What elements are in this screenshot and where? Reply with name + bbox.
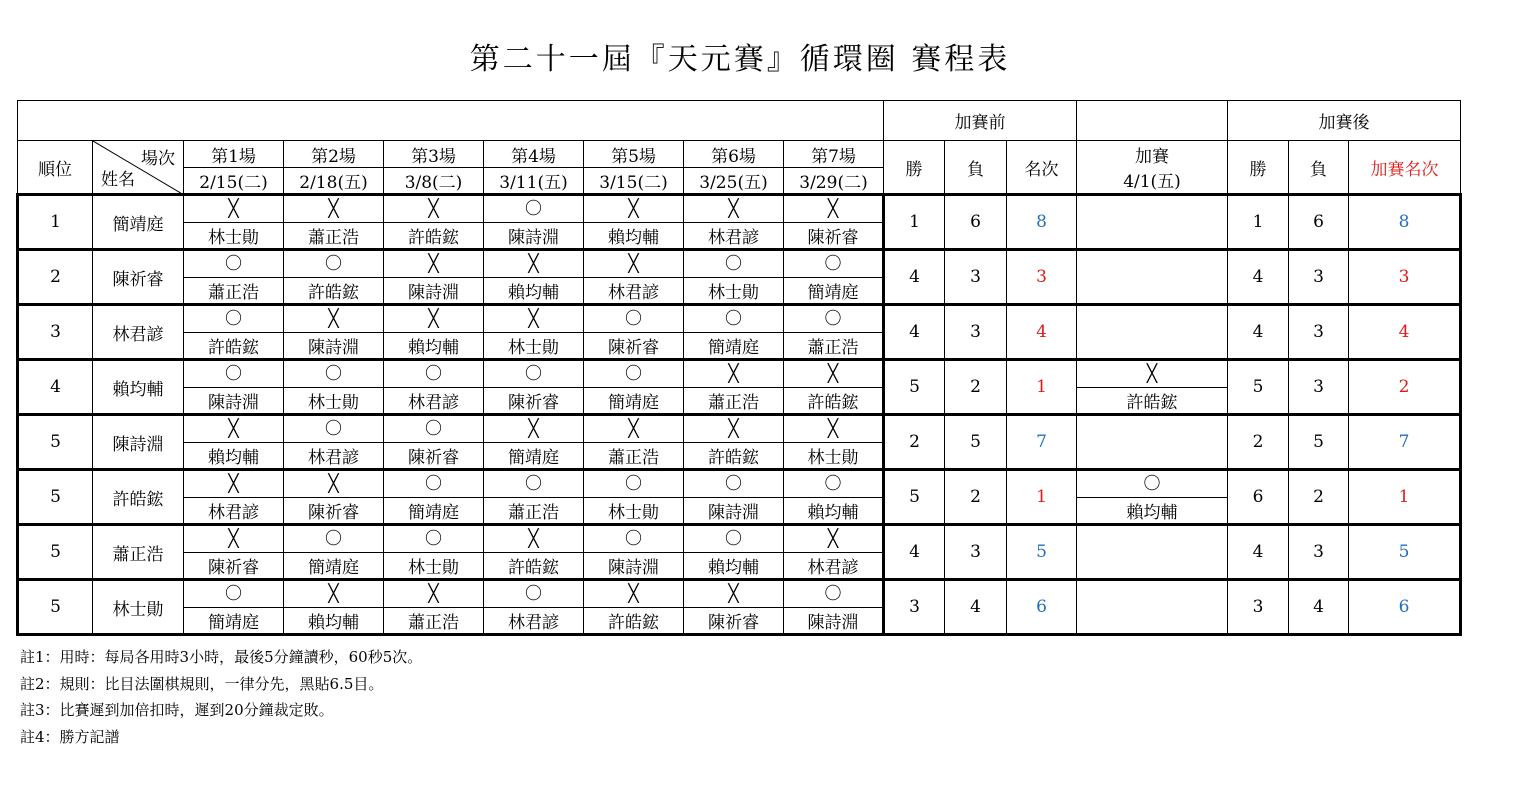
game-result-symbol: 〇 [384, 415, 484, 443]
game-result-symbol: ╳ [784, 415, 884, 443]
game-result-symbol: ╳ [784, 360, 884, 388]
player-row [18, 305, 1461, 333]
game-opponent: 陳祈睿 [784, 223, 884, 250]
game-opponent: 賴均輔 [684, 553, 784, 580]
game-result-symbol: ╳ [584, 195, 684, 223]
game-result-symbol: 〇 [784, 305, 884, 333]
losses2-cell: 5 [1289, 415, 1349, 470]
player-row [18, 250, 1461, 278]
wins2-cell: 6 [1228, 470, 1289, 525]
game-result-symbol: ╳ [584, 415, 684, 443]
note-line: 註4：勝方記譜 [20, 727, 120, 746]
game-opponent: 賴均輔 [784, 498, 884, 525]
place-cell: 3 [1007, 250, 1077, 305]
game-result-symbol: ╳ [684, 360, 784, 388]
header-row-top [18, 101, 1461, 141]
player-name: 林士勛 [93, 580, 184, 635]
losses2-header: 負 [1289, 141, 1349, 195]
losses-header: 負 [945, 141, 1007, 195]
place-cell: 7 [1007, 415, 1077, 470]
round-header-3: 第3場 [384, 141, 484, 168]
playoff-place-cell: 3 [1349, 250, 1461, 305]
playoff-empty [1077, 580, 1228, 635]
player-row [18, 195, 1461, 223]
round-date-6: 3/25(五) [684, 168, 784, 195]
game-opponent: 賴均輔 [384, 333, 484, 360]
game-opponent: 簡靖庭 [784, 278, 884, 305]
game-result-symbol: 〇 [184, 360, 284, 388]
player-name: 簡靖庭 [93, 195, 184, 250]
note-line: 註2：規則：比目法圍棋規則，一律分先，黑貼6.5目。 [20, 674, 384, 693]
place-cell: 1 [1007, 360, 1077, 415]
playoff-empty [1077, 250, 1228, 305]
round-date-7: 3/29(二) [784, 168, 884, 195]
losses-cell: 3 [945, 250, 1007, 305]
game-result-symbol: 〇 [284, 525, 384, 553]
game-result-symbol: ╳ [584, 250, 684, 278]
losses-cell: 6 [945, 195, 1007, 250]
rank-cell: 3 [18, 305, 93, 360]
game-opponent: 林士勛 [484, 333, 584, 360]
game-opponent: 簡靖庭 [684, 333, 784, 360]
game-result-symbol: 〇 [784, 580, 884, 608]
game-result-symbol: ╳ [584, 580, 684, 608]
losses-cell: 5 [945, 415, 1007, 470]
rank-cell: 1 [18, 195, 93, 250]
game-result-symbol: 〇 [784, 470, 884, 498]
player-row [18, 470, 1461, 498]
game-opponent: 簡靖庭 [184, 608, 284, 635]
game-result-symbol: 〇 [484, 195, 584, 223]
playoff-empty [1077, 525, 1228, 580]
game-result-symbol: 〇 [184, 580, 284, 608]
losses2-cell: 3 [1289, 250, 1349, 305]
game-result-symbol: ╳ [284, 470, 384, 498]
game-opponent: 陳詩淵 [184, 388, 284, 415]
game-opponent: 簡靖庭 [384, 498, 484, 525]
wins-cell: 2 [884, 415, 945, 470]
notes [20, 644, 422, 750]
losses2-cell: 3 [1289, 360, 1349, 415]
playoff-date: 4/1(五) [1123, 172, 1181, 192]
game-opponent: 賴均輔 [184, 443, 284, 470]
game-opponent: 賴均輔 [584, 223, 684, 250]
place-cell: 6 [1007, 580, 1077, 635]
game-opponent: 林士勛 [784, 443, 884, 470]
rank-column-header: 順位 [18, 141, 93, 195]
game-result-symbol: ╳ [284, 195, 384, 223]
game-opponent: 許皓鋐 [684, 443, 784, 470]
losses-cell: 3 [945, 305, 1007, 360]
game-result-symbol: 〇 [484, 360, 584, 388]
playoff-opponent: 賴均輔 [1077, 498, 1228, 525]
round-header-2: 第2場 [284, 141, 384, 168]
game-result-symbol: 〇 [284, 250, 384, 278]
game-opponent: 蕭正浩 [684, 388, 784, 415]
game-opponent: 簡靖庭 [284, 553, 384, 580]
game-opponent: 林君諺 [284, 443, 384, 470]
place-cell: 5 [1007, 525, 1077, 580]
game-opponent: 林君諺 [684, 223, 784, 250]
game-opponent: 林士勛 [684, 278, 784, 305]
game-result-symbol: 〇 [684, 250, 784, 278]
game-opponent: 陳詩淵 [684, 498, 784, 525]
wins2-cell: 3 [1228, 580, 1289, 635]
losses-cell: 4 [945, 580, 1007, 635]
playoff-place-cell: 2 [1349, 360, 1461, 415]
playoff-place-cell: 7 [1349, 415, 1461, 470]
game-opponent: 林君諺 [784, 553, 884, 580]
game-result-symbol: 〇 [584, 360, 684, 388]
game-result-symbol: ╳ [484, 415, 584, 443]
wins-cell: 4 [884, 525, 945, 580]
game-result-symbol: ╳ [384, 250, 484, 278]
playoff-place-header: 加賽名次 [1349, 141, 1461, 195]
wins-cell: 3 [884, 580, 945, 635]
game-opponent: 陳祈睿 [684, 608, 784, 635]
game-opponent: 蕭正浩 [384, 608, 484, 635]
round-header-1: 第1場 [184, 141, 284, 168]
round-date-3: 3/8(二) [384, 168, 484, 195]
playoff-result-symbol: ╳ [1077, 360, 1228, 388]
playoff-result-symbol: 〇 [1077, 470, 1228, 498]
game-result-symbol: ╳ [184, 195, 284, 223]
game-result-symbol: ╳ [484, 305, 584, 333]
losses2-cell: 4 [1289, 580, 1349, 635]
game-result-symbol: 〇 [584, 470, 684, 498]
playoff-empty [1077, 305, 1228, 360]
round-name-corner-header [93, 141, 184, 195]
game-opponent: 賴均輔 [484, 278, 584, 305]
losses2-cell: 3 [1289, 525, 1349, 580]
player-name: 陳祈睿 [93, 250, 184, 305]
game-opponent: 陳祈睿 [584, 333, 684, 360]
game-opponent: 蕭正浩 [484, 498, 584, 525]
game-opponent: 陳詩淵 [484, 223, 584, 250]
player-name: 蕭正浩 [93, 525, 184, 580]
player-name: 林君諺 [93, 305, 184, 360]
game-opponent: 陳詩淵 [784, 608, 884, 635]
round-date-2: 2/18(五) [284, 168, 384, 195]
game-result-symbol: ╳ [484, 250, 584, 278]
rank-cell: 5 [18, 415, 93, 470]
game-opponent: 許皓鋐 [384, 223, 484, 250]
game-result-symbol: ╳ [484, 525, 584, 553]
losses2-cell: 3 [1289, 305, 1349, 360]
losses-cell: 2 [945, 470, 1007, 525]
game-result-symbol: ╳ [384, 580, 484, 608]
game-result-symbol: 〇 [584, 525, 684, 553]
playoff-opponent: 許皓鋐 [1077, 388, 1228, 415]
playoff-label: 加賽 [1135, 147, 1169, 167]
round-label: 場次 [141, 149, 175, 169]
round-header-4: 第4場 [484, 141, 584, 168]
game-result-symbol: ╳ [184, 470, 284, 498]
game-opponent: 林君諺 [184, 498, 284, 525]
game-result-symbol: ╳ [184, 415, 284, 443]
game-result-symbol: ╳ [684, 415, 784, 443]
game-result-symbol: 〇 [384, 525, 484, 553]
game-opponent: 林士勛 [184, 223, 284, 250]
rank-cell: 5 [18, 580, 93, 635]
player-row [18, 415, 1461, 443]
wins2-cell: 5 [1228, 360, 1289, 415]
game-opponent: 蕭正浩 [784, 333, 884, 360]
game-result-symbol: 〇 [484, 470, 584, 498]
place-cell: 1 [1007, 470, 1077, 525]
after-playoff-header: 加賽後 [1228, 101, 1461, 141]
game-result-symbol: 〇 [384, 470, 484, 498]
round-header-5: 第5場 [584, 141, 684, 168]
rank-cell: 2 [18, 250, 93, 305]
game-opponent: 許皓鋐 [784, 388, 884, 415]
place-cell: 4 [1007, 305, 1077, 360]
game-opponent: 蕭正浩 [584, 443, 684, 470]
schedule-table [16, 100, 1462, 636]
game-result-symbol: 〇 [684, 305, 784, 333]
playoff-place-cell: 6 [1349, 580, 1461, 635]
wins2-header: 勝 [1228, 141, 1289, 195]
game-result-symbol: ╳ [684, 195, 784, 223]
game-opponent: 蕭正浩 [284, 223, 384, 250]
game-result-symbol: 〇 [384, 360, 484, 388]
game-result-symbol: ╳ [384, 305, 484, 333]
note-line: 註1：用時：每局各用時3小時，最後5分鐘讀秒，60秒5次。 [20, 648, 423, 666]
wins-cell: 4 [884, 305, 945, 360]
losses-cell: 3 [945, 525, 1007, 580]
playoff-header [1077, 141, 1228, 195]
game-opponent: 簡靖庭 [584, 388, 684, 415]
player-name: 賴均輔 [93, 360, 184, 415]
game-result-symbol: 〇 [684, 470, 784, 498]
wins2-cell: 4 [1228, 525, 1289, 580]
player-name: 陳詩淵 [93, 415, 184, 470]
game-result-symbol: 〇 [484, 580, 584, 608]
player-row [18, 580, 1461, 608]
game-opponent: 陳祈睿 [384, 443, 484, 470]
game-opponent: 林士勛 [284, 388, 384, 415]
game-result-symbol: 〇 [184, 305, 284, 333]
game-result-symbol: ╳ [184, 525, 284, 553]
game-result-symbol: 〇 [784, 250, 884, 278]
losses2-cell: 6 [1289, 195, 1349, 250]
game-opponent: 蕭正浩 [184, 278, 284, 305]
game-result-symbol: ╳ [284, 305, 384, 333]
game-opponent: 林士勛 [384, 553, 484, 580]
round-date-5: 3/15(二) [584, 168, 684, 195]
losses2-cell: 2 [1289, 470, 1349, 525]
game-result-symbol: ╳ [784, 195, 884, 223]
player-row [18, 360, 1461, 388]
page-title: 第二十一屆『天元賽』循環圈 賽程表 [469, 42, 1011, 77]
playoff-empty [1077, 195, 1228, 250]
game-opponent: 林君諺 [584, 278, 684, 305]
game-opponent: 陳詩淵 [284, 333, 384, 360]
wins2-cell: 1 [1228, 195, 1289, 250]
rank-cell: 5 [18, 470, 93, 525]
game-result-symbol: ╳ [284, 580, 384, 608]
round-header-7: 第7場 [784, 141, 884, 168]
header-row-rounds [18, 141, 1461, 168]
game-result-symbol: 〇 [284, 415, 384, 443]
wins2-cell: 2 [1228, 415, 1289, 470]
game-result-symbol: 〇 [584, 305, 684, 333]
game-opponent: 簡靖庭 [484, 443, 584, 470]
game-result-symbol: ╳ [384, 195, 484, 223]
round-date-1: 2/15(二) [184, 168, 284, 195]
place-header: 名次 [1007, 141, 1077, 195]
playoff-empty [1077, 415, 1228, 470]
game-result-symbol: 〇 [284, 360, 384, 388]
game-result-symbol: 〇 [184, 250, 284, 278]
round-header-6: 第6場 [684, 141, 784, 168]
game-result-symbol: ╳ [684, 580, 784, 608]
before-playoff-header: 加賽前 [884, 101, 1077, 141]
game-result-symbol: 〇 [684, 525, 784, 553]
note-line: 註3：比賽遲到加倍扣時，遲到20分鐘裁定敗。 [20, 701, 334, 719]
wins-cell: 4 [884, 250, 945, 305]
wins2-cell: 4 [1228, 250, 1289, 305]
playoff-place-cell: 8 [1349, 195, 1461, 250]
name-label: 姓名 [101, 170, 135, 190]
place-cell: 8 [1007, 195, 1077, 250]
wins-header: 勝 [884, 141, 945, 195]
wins-cell: 5 [884, 470, 945, 525]
wins-cell: 5 [884, 360, 945, 415]
playoff-place-cell: 1 [1349, 470, 1461, 525]
wins-cell: 1 [884, 195, 945, 250]
rank-cell: 4 [18, 360, 93, 415]
round-date-4: 3/11(五) [484, 168, 584, 195]
game-opponent: 林君諺 [484, 608, 584, 635]
game-opponent: 許皓鋐 [284, 278, 384, 305]
playoff-place-cell: 4 [1349, 305, 1461, 360]
playoff-place-cell: 5 [1349, 525, 1461, 580]
game-opponent: 陳祈睿 [484, 388, 584, 415]
game-opponent: 陳詩淵 [584, 553, 684, 580]
wins2-cell: 4 [1228, 305, 1289, 360]
rank-cell: 5 [18, 525, 93, 580]
game-opponent: 陳祈睿 [184, 553, 284, 580]
game-opponent: 陳祈睿 [284, 498, 384, 525]
game-opponent: 許皓鋐 [484, 553, 584, 580]
game-opponent: 賴均輔 [284, 608, 384, 635]
losses-cell: 2 [945, 360, 1007, 415]
player-row [18, 525, 1461, 553]
game-opponent: 陳詩淵 [384, 278, 484, 305]
game-opponent: 許皓鋐 [184, 333, 284, 360]
game-opponent: 林君諺 [384, 388, 484, 415]
game-opponent: 林士勛 [584, 498, 684, 525]
game-result-symbol: ╳ [784, 525, 884, 553]
player-name: 許皓鋐 [93, 470, 184, 525]
game-opponent: 許皓鋐 [584, 608, 684, 635]
